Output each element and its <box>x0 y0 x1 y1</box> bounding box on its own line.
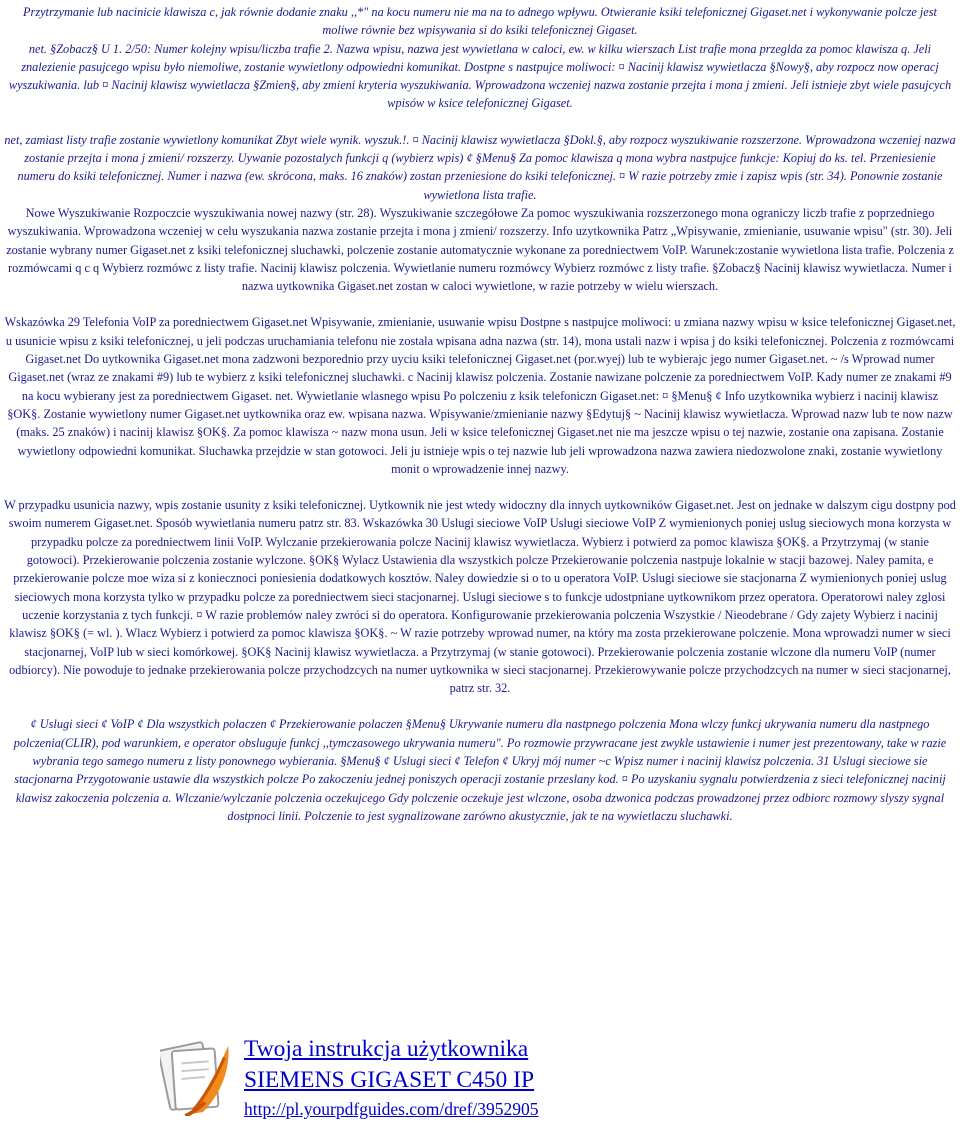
paragraph: ¢ Uslugi sieci ¢ VoIP ¢ Dla wszystkich polaczen ¢ Przekierowanie polaczen §Menu§ Ukrywanie numeru dla nastpnego polczenia Mona wlczy funkcj ukrywania numeru dla nastpnego polczenia(CLIR), pod warunkiem, e operator obsluguje funkcj ,,tymczasowego ukrywania numeru". Po rozmowie przywracane jest zwykle ustawienie i numer jest prezentowany, take w razie wybrania tego samego numeru z listy ponownego wybierania. §Menu§ ¢ Uslugi sieci ¢ Telefon ¢ Ukryj mój numer ~c Wpisz numer i nacinij klawisz polczenia. 31 Uslugi sieciowe sie stacjonarna Przygotowanie ustawie dla wszystkich polcze Po zakoczeniu jednej poniszych operacji zostanie przeslany kod. ¤ Po uzyskaniu sygnalu potwierdzenia z sieci telefonicznej nacinij klawisz zakoczenia polczenia a. Wlczanie/wylczanie polczenia oczekujcego Gdy polczenie oczekuje jest wlczone, osoba dzwonica podczas prowadzonej przez odbiorc rozmowy slyszy sygnal dostpnoci linii. Polczenie to jest sygnalizowane zarówno akustycznie, jak te na wywietlaczu sluchawki. <box>13 717 947 823</box>
paragraph: net. §Zobacz§ U 1. 2/50: Numer kolejny wpisu/liczba trafie 2. Nazwa wpisu, nazwa jest wywietlana w caloci, ew. w kilku wierszach List trafie mona przeglda za pomoc klawisza q. Jeli znalezienie pasujcego wpisu było niemoliwe, zostanie wywietlony odpowiedni komunikat. Dostpne s nastpujce moliwoci: ¤ Nacinij klawisz wywietlacza §Nowy§, aby rozpocz now operacj wyszukiwania. lub ¤ Nacinij klawisz wywietlacza §Zmien§, aby zmieni kryteria wyszukiwania. Wprowadzona wczeniej nazwa zostanie przejta i mona j zmieni. Jeli istnieje zbyt wiele pasujcych wpisów w ksice telefonicznej Gigaset. <box>8 41 952 111</box>
pdf-guides-logo-icon <box>160 1038 238 1116</box>
footer <box>160 1034 920 1129</box>
footer-links <box>244 1034 539 1123</box>
paragraph-spacer <box>4 295 956 313</box>
paragraph: Przytrzymanie lub nacinicie klawisza c, jak równie dodanie znaku ,,*" na kocu numeru nie ma na to adnego wpływu. Otwieranie ksiki telefonicznej Gigaset.net i wykonywanie polcze jest moliwe równie bez wpisywania si do ksiki telefonicznej Gigaset. <box>23 5 937 38</box>
paragraph-spacer <box>4 478 956 496</box>
paragraph: W przypadku usunicia nazwy, wpis zostanie usunity z ksiki telefonicznej. Uytkownik nie jest wtedy widoczny dla innych uytkowników Gigaset.net. Jest on jednake w dalszym cigu dostpny pod swoim numerem Gigaset.net. Sposób wywietlania numeru patrz str. 83. Wskazówka 30 Uslugi sieciowe VoIP Uslugi sieciowe VoIP Z wymienionych poniej uslug sieciowych mona korzysta w przypadku polcze za poredniectwem linii VoIP. Wylczanie przekierowania polcze Nacinij klawisz wywietlacza. Wybierz i potwierd za pomoc klawisza §OK§. a Przytrzymaj (w stanie gotowoci). Przekierowanie polczenia zostanie wylczone. §OK§ Wylacz Ustawienia dla wszystkich polcze Przekierowanie polczenia nastpuje lokalnie w stacji bazowej. Naley pamita, e przekierowanie polcze moe wiza si z koniecznoci poniesienia dodatkowych kosztów. Naley dowiedzie si o to u operatora VoIP. Uslugi sieciowe sie stacjonarna Z wymienionych poniej uslug sieciowych mona korzysta tylko w przypadku polcze za poredniectwem sieci stacjonarnej. Uslugi sieciowe s to funkcje udostpniane uytkownikom przez operatora. Operatorowi naley zglosi uczenie korzystania z tych funkcji. ¤ W razie problemów naley zwróci si do operatora. Konfigurowanie przekierowania polczenia Wszystkie / Nieodebrane / Gdy zajety Wybierz i nacinij klawisz §OK§ (= wl. ). Wlacz Wybierz i potwierd za pomoc klawisza §OK§. ~ W razie potrzeby wprowad numer, na który ma zosta przekierowane polczenie. Mona wprowadzi numer w sieci stacjonarnej, VoIP lub w sieci komórkowej. §OK§ Nacinij klawisz wywietlacza. a Przytrzymaj (w stanie gotowoci). Przekierowanie polczenia zostanie wlczone dla numeru VoIP (numer odbiorcy). Nie powoduje to jednake przekierowania polcze przychodzcych na numer uytkownika w sieci stacjonarnej. Przekierowywanie polcze przychodzcych na numer w sieci stacjonarnej, patrz str. 32. <box>4 498 956 696</box>
product-name-link[interactable]: SIEMENS GIGASET C450 IP <box>244 1067 535 1093</box>
source-url-link[interactable]: http://pl.yourpdfguides.com/dref/3952905 <box>244 1099 539 1119</box>
paragraph: net, zamiast listy trafie zostanie wywietlony komunikat Zbyt wiele wynik. wyszuk.!. ¤ Nacinij klawisz wywietlacza §Dokl.§, aby rozpocz wyszukiwanie rozszerzone. Wprowadzona wczeniej nazwa zostanie przejta i mona j zmieni/ rozszerzy. Uywanie pozostalych funkcji q (wybierz wpis) ¢ §Menu§ Za pomoc klawisza q mona wybra nastpujce funkcje: Kopiuj do ks. tel. Przeniesienie numeru do ksiki telefonicznej. Numer i nazwa (ew. skrócona, maks. 16 znaków) zostan przeniesione do ksiki telefonicznej. ¤ W razie potrzeby zmie i zapisz wpis (str. 34). Ponownie zostanie wywietlona lista trafie. <box>4 132 956 202</box>
paragraph: Nowe Wyszukiwanie Rozpoczcie wyszukiwania nowej nazwy (str. 28). Wyszukiwanie szczegółowe Za pomoc wyszukiwania rozszerzonego mona ograniczy liczb trafie z poprzedniego wyszukiwania. Wprowadzona wczeniej w celu wyszukania nazwa zostanie przejta i mona j zmieni/ rozszerzy. Info uzytkownika Patrz „Wpisywanie, zmienianie, usuwanie wpisu" (str. 30). Jeli zostanie wybrany numer Gigaset.net z ksiki telefonicznej sluchawki, polczenie zostanie automatycznie wykonane za poredniectwem VoIP. Warunek:zostanie wywietlona lista trafie. Polczenia z rozmówcami q c q Wybierz rozmówc z listy trafie. Nacinij klawisz polczenia. Wywietlanie numeru rozmówcy Wybierz rozmówc z listy trafie. §Zobacz§ Nacinij klawisz wywietlacza. Numer i nazwa uytkownika Gigaset.net zostan w caloci wywietlone, w razie potrzeby w wielu wierszach. <box>6 205 954 294</box>
document-body <box>4 3 956 825</box>
paragraph: Wskazówka 29 Telefonia VoIP za poredniectwem Gigaset.net Wpisywanie, zmienianie, usuwanie wpisu Dostpne s nastpujce moliwoci: u zmiana nazwy wpisu w ksice telefonicznej Gigaset.net, u usunicie wpisu z ksiki telefonicznej, u jeli podczas uruchamiania telefonu nie zostala wpisana adna nazwa (str. 14), mona ustali nazw i wpisa j do ksiki telefonicznej. Polczenia z rozmówcami Gigaset.net Do uytkownika Gigaset.net mona zadzwoni bezporednio przy uyciu ksiki telefonicznej Gigaset.net (por.wyej) lub te wybierajc jego numer Gigaset.net. ~ /s Wprowad numer Gigaset.net (wraz ze znakami #9) lub te wybierz z ksiki telefonicznej sluchawki. c Nacinij klawisz polczenia. Zostanie nawizane polczenie za poredniectwem VoIP. Kady numer ze znakami #9 na kocu wybierany jest za poredniectwem Gigaset. net. Wywietlanie wlasnego wpisu Po polczeniu z ksik telefoniczn Gigaset.net: ¤ §Menu§ ¢ Info uzytkownika wybierz i nacinij klawisz §OK§. Zostanie wywietlony numer Gigaset.net uytkownika oraz ew. wpisana nazwa. Wpisywanie/zmienianie nazwy §Edytuj§ ~ Nacinij klawisz wywietlacza. Wprowad nazw lub te now nazw (maks. 25 znaków) i nacinij klawisz §OK§. Za pomoc klawisza ~ nazw mona usun. Jeli w ksice telefonicznej Gigaset.net nie ma jeszcze wpisu o tej nazwie, zostanie ona zapisana. Zostanie wywietlony odpowiedni komunikat. Sluchawka przejdzie w stan gotowoci. Jeli ju istnieje wpis o tej nazwie lub jeli wprowadzona nazwa zawiera niedozwolone znaki, zostanie wywietlony monit o wprowadzenie innej nazwy. <box>4 315 956 476</box>
paragraph-spacer <box>4 697 956 715</box>
paragraph-spacer <box>4 113 956 131</box>
manual-title-link[interactable]: Twoja instrukcja użytkownika <box>244 1036 529 1062</box>
